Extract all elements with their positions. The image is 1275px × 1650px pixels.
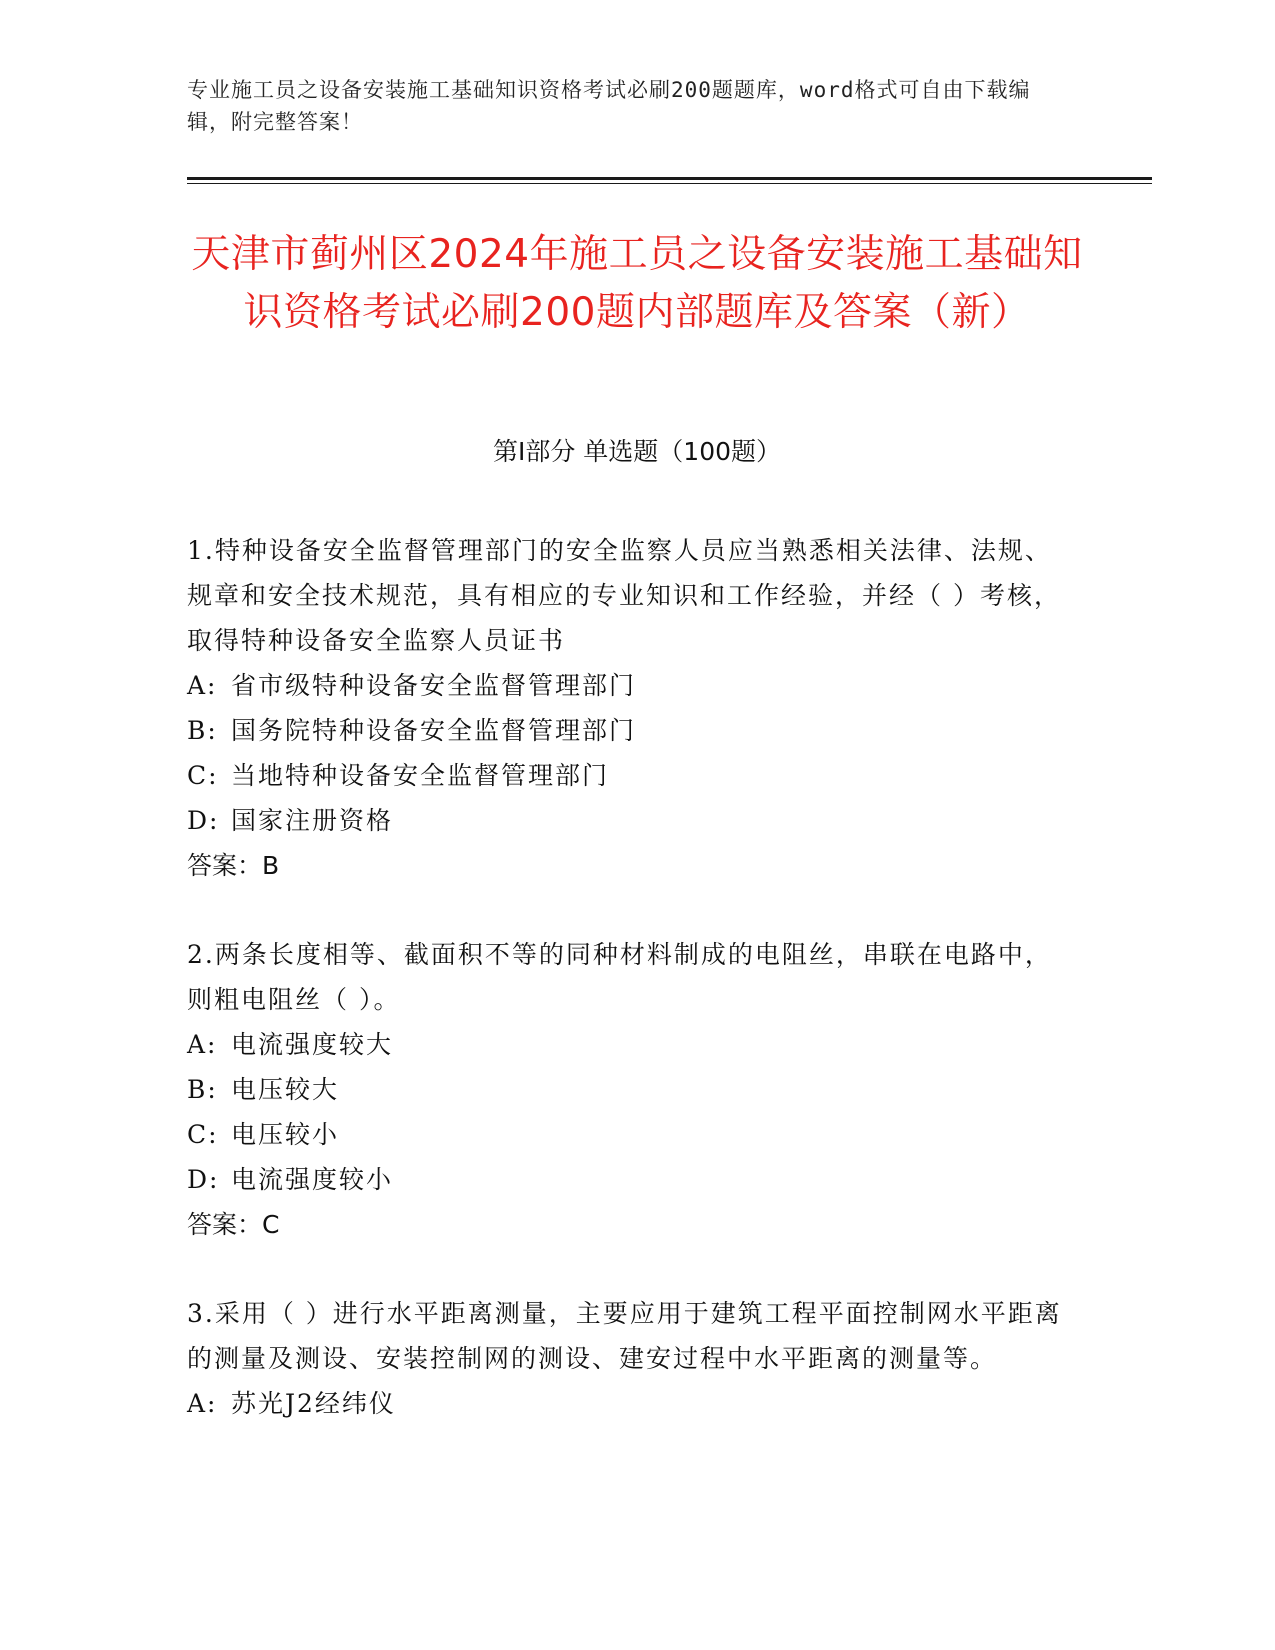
- option-a: [187, 663, 1072, 708]
- option-text: 国务院特种设备安全监督管理部门: [231, 716, 637, 745]
- option-key: B:: [187, 1075, 218, 1104]
- option-text: 省市级特种设备安全监督管理部门: [231, 671, 637, 700]
- question-stem: 2.两条长度相等、截面积不等的同种材料制成的电阻丝，串联在电路中，则粗电阻丝（ ）。: [187, 940, 1052, 1014]
- option-key: C:: [187, 1120, 219, 1149]
- option-d: [187, 1157, 1072, 1202]
- option-text: 当地特种设备安全监督管理部门: [231, 761, 610, 790]
- header-note: 专业施工员之设备安装施工基础知识资格考试必刷200题题库，word格式可自由下载编辑，附完整答案！: [187, 78, 1031, 134]
- option-a: [187, 1022, 1072, 1067]
- option-text: 国家注册资格: [231, 806, 394, 835]
- answer-line: 答案：B: [187, 851, 280, 880]
- option-text: 电压较大: [231, 1075, 340, 1104]
- option-key: D:: [187, 806, 220, 835]
- option-text: 电压较小: [231, 1120, 340, 1149]
- question-stem: 3.采用（ ）进行水平距离测量，主要应用于建筑工程平面控制网水平距离的测量及测设、安装控制网的测设、建安过程中水平距离的测量等。: [187, 1299, 1062, 1373]
- option-c: [187, 1112, 1072, 1157]
- option-text: 电流强度较小: [231, 1165, 394, 1194]
- header-rule-thick: [187, 177, 1152, 180]
- document-title: 天津市蓟州区2024年施工员之设备安装施工基础知识资格考试必刷200题内部题库及答案（新）: [191, 232, 1083, 335]
- question-2: [187, 932, 1072, 1247]
- option-key: D:: [187, 1165, 220, 1194]
- header-rule-thin: [187, 183, 1152, 184]
- question-3: [187, 1291, 1072, 1426]
- option-b: [187, 708, 1072, 753]
- option-a: [187, 1381, 1072, 1426]
- option-b: [187, 1067, 1072, 1112]
- question-stem: 1.特种设备安全监督管理部门的安全监察人员应当熟悉相关法律、法规、规章和安全技术规范，具有相应的专业知识和工作经验，并经（ ）考核，取得特种设备安全监察人员证书: [187, 536, 1061, 655]
- option-key: A:: [187, 671, 218, 700]
- answer-line: 答案：C: [187, 1210, 280, 1239]
- option-key: B:: [187, 716, 218, 745]
- section-heading: 第I部分 单选题（100题）: [492, 437, 782, 466]
- option-text: 电流强度较大: [231, 1030, 394, 1059]
- question-1: [187, 528, 1072, 888]
- option-c: [187, 753, 1072, 798]
- option-key: A:: [187, 1389, 218, 1418]
- question-list: [187, 528, 1072, 1470]
- option-text: 苏光J2经纬仪: [231, 1389, 396, 1418]
- option-d: [187, 798, 1072, 843]
- option-key: C:: [187, 761, 219, 790]
- option-key: A:: [187, 1030, 218, 1059]
